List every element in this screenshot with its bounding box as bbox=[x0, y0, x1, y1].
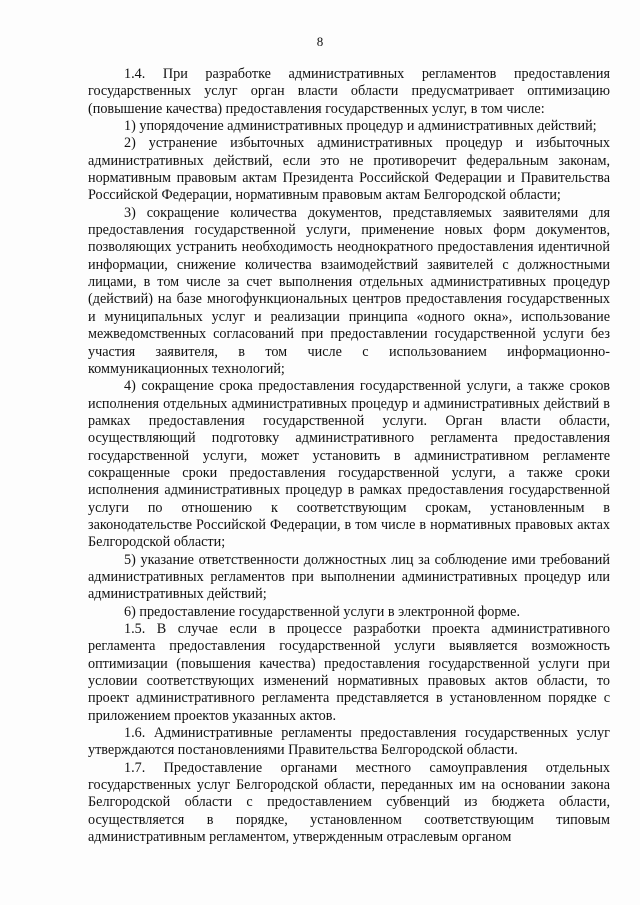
paragraph-1-6: 1.6. Административные регламенты предоставления государственных услуг утверждаются постановлениями Правительства Белгородской области. bbox=[88, 725, 610, 759]
list-item-3: 3) сокращение количества документов, представляемых заявителями для предоставления государственной услуги, применение новых форм документов, позволяющих устранить необходимость неоднократного предоставления идентичной информации, снижение количества взаимодействий заявителей с должностными лицами, в том числе за счет выполнения отдельных административных процедур (действий) на базе многофункциональных центров предоставления государственных и муниципальных услуг и реализации принципа «одного окна», использование межведомственных согласований при предоставлении государственной услуги без участия заявителя, в том числе с использованием информационно-коммуникационных технологий; bbox=[88, 204, 610, 377]
paragraph-1-5: 1.5. В случае если в процессе разработки проекта административного регламента предоставления государственной услуги выявляется возможность оптимизации (повышения качества) предоставления государственной услуги при условии соответствующих изменений нормативных правовых актов области, то проект административного регламента представляется в установленном порядке с приложением проектов указанных актов. bbox=[88, 621, 610, 724]
document-body bbox=[88, 66, 610, 846]
list-item-4: 4) сокращение срока предоставления государственной услуги, а также сроков исполнения отдельных административных процедур и административных действий в рамках предоставления государственной услуги. Орган власти области, осуществляющий подготовку административного регламента предоставления государственной услуги, может установить в административном регламенте сокращенные сроки предоставления государственной услуги, а также сроки исполнения административных процедур в рамках предоставления государственной услуги по отношению к соответствующим срокам, установленным в законодательстве Российской Федерации, в том числе в нормативных правовых актах Белгородской области; bbox=[88, 378, 610, 551]
list-item-5: 5) указание ответственности должностных лиц за соблюдение ими требований административных регламентов при выполнении административных процедур или административных действий; bbox=[88, 551, 610, 603]
list-item-6: 6) предоставление государственной услуги в электронной форме. bbox=[124, 603, 521, 620]
list-item-2: 2) устранение избыточных административных процедур и избыточных административных действий, если это не противоречит федеральным законам, нормативным правовым актам Президента Российской Федерации и Правительства Российской Федерации, нормативным правовым актам Белгородской области; bbox=[88, 135, 610, 204]
page-number: 8 bbox=[316, 34, 324, 49]
paragraph-1-7: 1.7. Предоставление органами местного самоуправления отдельных государственных услуг Белгородской области, переданных им на основании закона Белгородской области с предоставлением субвенций из бюджета области, осуществляется в порядке, установленном соответствующим типовым административным регламентом, утвержденным отраслевым органом bbox=[88, 759, 610, 846]
list-item-1: 1) упорядочение административных процедур и административных действий; bbox=[124, 118, 597, 135]
paragraph-1-4: 1.4. При разработке административных регламентов предоставления государственных услуг орган власти области предусматривает оптимизацию (повышение качества) предоставления государственных услуг, в том числе: bbox=[88, 66, 610, 117]
